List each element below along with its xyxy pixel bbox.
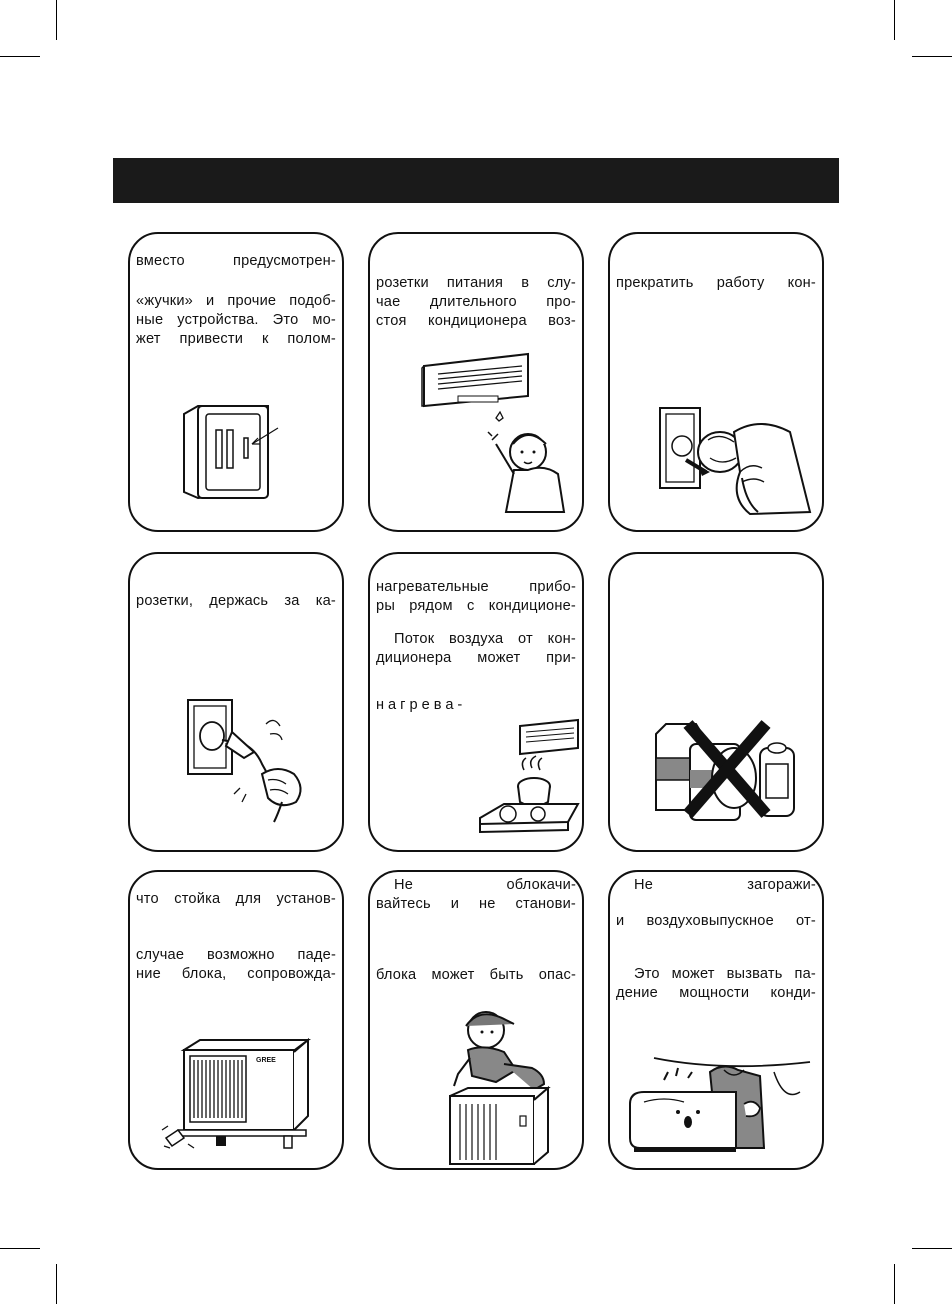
flammable-canisters-crossed-icon: [646, 714, 806, 824]
heater-near-ac-icon: [474, 718, 582, 840]
unplug-cable-icon: [182, 694, 322, 824]
card-text-line: розетки, держась за ка-: [136, 593, 336, 609]
crop-mark: [0, 56, 40, 57]
card-text-line: нагрева-: [376, 697, 467, 713]
unit-brand-label: GREE: [256, 1057, 276, 1064]
card-text-line: диционера может при-: [376, 650, 576, 666]
card-text-line: что стойка для установ-: [136, 891, 336, 907]
card-text-line: вместо предусмотрен-: [136, 253, 336, 269]
crop-mark: [912, 56, 952, 57]
air-conditioner-person-icon: [418, 352, 578, 527]
card-text-line: ные устройства. Это мо-: [136, 312, 336, 328]
hand-unplug-icon: [650, 402, 815, 522]
warning-card-8: [368, 870, 584, 1170]
warning-card-9: [608, 870, 824, 1170]
warning-card-2: [368, 232, 584, 532]
card-text-line: и воздуховыпускное от-: [616, 913, 816, 929]
card-text-line: нагревательные прибо-: [376, 579, 576, 595]
warning-card-1: [128, 232, 344, 532]
card-text-line: жет привести к полом-: [136, 331, 336, 347]
crop-mark: [56, 1264, 57, 1304]
crop-mark: [912, 1248, 952, 1249]
crop-mark: [894, 1264, 895, 1304]
card-text-line: чае длительного про-: [376, 294, 576, 310]
card-text-line: ры рядом с кондиционе-: [376, 598, 576, 614]
blocked-ac-icon: [624, 1052, 814, 1164]
crop-mark: [0, 1248, 40, 1249]
card-text-line: прекратить работу кон-: [616, 275, 816, 291]
outdoor-unit-falling-icon: [160, 1034, 320, 1154]
card-text-line: розетки питания в слу-: [376, 275, 576, 291]
fuse-box-icon: [178, 404, 288, 504]
warning-card-6: [608, 552, 824, 852]
card-text-line: стоя кондиционера воз-: [376, 313, 576, 329]
card-text-line: случае возможно паде-: [136, 947, 336, 963]
child-on-unit-icon: [440, 1004, 560, 1166]
warning-card-7: [128, 870, 344, 1170]
warning-card-5: [368, 552, 584, 852]
card-text-line: «жучки» и прочие подоб-: [136, 293, 336, 309]
card-text-line: Это может вызвать па-: [634, 966, 816, 982]
crop-mark: [56, 0, 57, 40]
warning-card-3: [608, 232, 824, 532]
card-text-line: вайтесь и не станови-: [376, 896, 576, 912]
section-header-bar: [113, 158, 839, 203]
warning-card-4: [128, 552, 344, 852]
card-text-line: Поток воздуха от кон-: [394, 631, 576, 647]
card-text-line: ние блока, сопровожда-: [136, 966, 336, 982]
crop-mark: [894, 0, 895, 40]
card-text-line: Не облокачи-: [394, 877, 576, 893]
card-text-line: Не загоражи-: [634, 877, 816, 893]
card-text-line: блока может быть опас-: [376, 967, 576, 983]
card-text-line: дение мощности конди-: [616, 985, 816, 1001]
